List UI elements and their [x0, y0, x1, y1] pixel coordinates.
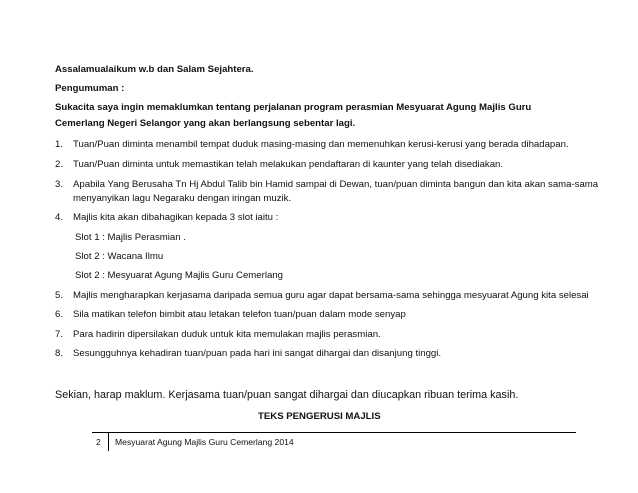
list-item-number: 1.: [55, 139, 64, 150]
slot-item: Slot 2 : Mesyuarat Agung Majlis Guru Cemerlang: [75, 270, 283, 281]
intro-line-2: Cemerlang Negeri Selangor yang akan berlangsung sebentar lagi.: [55, 118, 356, 129]
page-number: 2: [96, 437, 101, 447]
list-item-number: 7.: [55, 329, 64, 340]
footer-separator: [108, 433, 109, 451]
list-item-text: Tuan/Puan diminta untuk memastikan telah melakukan pendaftaran di kaunter yang telah disediakan.: [73, 159, 504, 170]
list-item-text: Sesungguhnya kehadiran tuan/puan pada hari ini sangat dihargai dan disanjung tinggi.: [73, 348, 442, 359]
list-item-number: 5.: [55, 290, 64, 301]
footer-title: Mesyuarat Agung Majlis Guru Cemerlang 2014: [115, 437, 294, 447]
list-item-number: 2.: [55, 159, 64, 170]
list-item-text: Majlis mengharapkan kerjasama daripada semua guru agar dapat bersama-sama sehingga mesyuarat Agung kita selesai: [73, 290, 589, 301]
list-item-text: Apabila Yang Berusaha Tn Hj Abdul Talib bin Hamid sampai di Dewan, tuan/puan diminta bangun dan kita akan sama-sama: [73, 179, 599, 190]
list-item-text-continued: menyanyikan lagu Negaraku dengan iringan muzik.: [73, 193, 292, 204]
slot-item: Slot 1 : Majlis Perasmian .: [75, 232, 186, 243]
list-item-text: Sila matikan telefon bimbit atau letakan telefon tuan/puan dalam mode senyap: [73, 309, 406, 320]
list-item-number: 4.: [55, 212, 64, 223]
greeting: Assalamualaikum w.b dan Salam Sejahtera.: [55, 64, 254, 75]
list-item-text: Para hadirin dipersilakan duduk untuk kita memulakan majlis perasmian.: [73, 329, 381, 340]
list-item-text: Majlis kita akan dibahagikan kepada 3 slot iaitu :: [73, 212, 279, 223]
announcement-heading: Pengumuman :: [55, 83, 125, 94]
footer-divider: [92, 432, 576, 433]
closing-statement: Sekian, harap maklum. Kerjasama tuan/puan sangat dihargai dan diucapkan ribuan terima kasih.: [55, 389, 519, 401]
list-item-text: Tuan/Puan diminta menambil tempat duduk masing-masing dan memenuhkan kerusi-kerusi yang berada dihadapan.: [73, 139, 569, 150]
list-item-number: 3.: [55, 179, 64, 190]
section-heading: TEKS PENGERUSI MAJLIS: [258, 411, 381, 422]
slot-item: Slot 2 : Wacana Ilmu: [75, 251, 164, 262]
intro-line-1: Sukacita saya ingin memaklumkan tentang perjalanan program perasmian Mesyuarat Agung Majlis Guru: [55, 102, 532, 113]
list-item-number: 6.: [55, 309, 64, 320]
list-item-number: 8.: [55, 348, 64, 359]
